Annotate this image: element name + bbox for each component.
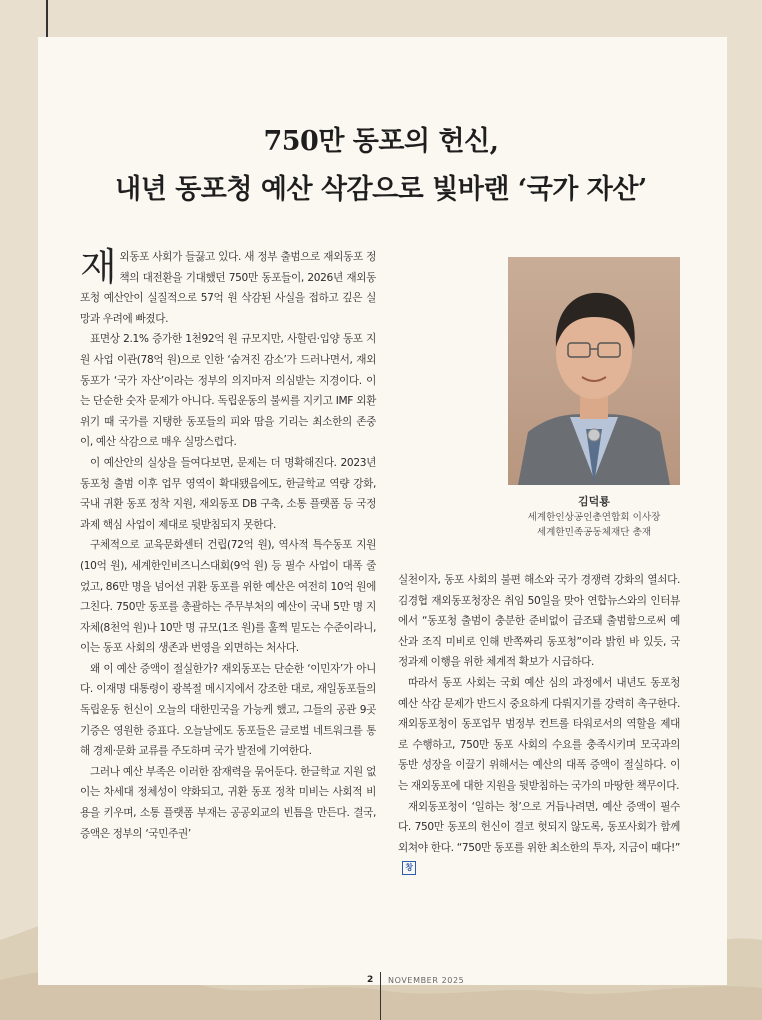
paragraph-text: 외동포 사회가 들끓고 있다. 새 정부 출범으로 재외동포 정책의 대전환을 기대했던 750만 동포들이, 2026년 재외동포청 예산안이 실질적으로 57억 원 삭감된 사실을 접하고 깊은 실망과 우려에 빠졌다.	[80, 251, 376, 325]
paragraph	[80, 247, 376, 329]
left-column	[80, 247, 376, 844]
paragraph: 그러나 예산 부족은 이러한 잠재력을 묶어둔다. 한글학교 지원 없이는 차세대 정체성이 약화되고, 귀환 동포 정착 미비는 사회적 비용을 키우며, 소통 플랫폼 부재는 공공외교의 빈틈을 만든다. 결국, 증액은 정부의 ‘국민주권’	[80, 765, 376, 840]
photo-caption	[490, 494, 698, 540]
paragraph: 이 예산안의 실상을 들여다보면, 문제는 더 명확해진다. 2023년 동포청 출범 이후 업무 영역이 확대됐음에도, 한글학교 역량 강화, 국내 귀환 동포 정착 지원, 재외동포 DB 구축, 소통 플랫폼 등 국정과제 핵심 사업이 제대로 뒷받침되지 못한다.	[80, 456, 376, 531]
header-rule	[46, 0, 48, 42]
author-title-1: 세계한인상공인총연합회 이사장	[527, 512, 661, 523]
paragraph: 실천이자, 동포 사회의 불편 해소와 국가 경쟁력 강화의 열쇠다. 김경협 재외동포청장은 취임 50일을 맞아 연합뉴스와의 인터뷰에서 “동포청 출범이 충분한 준비없이 급조돼 출범함으로써 예산과 조직 미비로 인해 반쪽짜리 동포청”이라 밝힌 바 있듯, 국정과제 이행을 위한 체계적 확보가 시급하다.	[398, 574, 680, 669]
right-column	[398, 570, 680, 879]
paragraph: 구체적으로 교육문화센터 건립(72억 원), 역사적 특수동포 지원(10억 원), 세계한인비즈니스대회(9억 원) 등 필수 사업이 대폭 줄었고, 86만 명을 넘어선 귀환 동포를 위한 예산은 여전히 10억 원에 그친다. 750만 동포를 총괄하는 주무부처의 예산이 국내 5만 명 지자체(8천억 원)나 10만 명 규모(1조 원)를 훌쩍 밑도는 수준이라니, 이는 동포 사회의 생존과 번영을 외면하는 처사다.	[80, 539, 376, 655]
title-line-1: 750만 동포의 헌신,	[263, 126, 499, 157]
author-name: 김덕룡	[578, 495, 610, 508]
page-number: 2	[367, 975, 374, 985]
author-photo	[508, 257, 680, 485]
paragraph-text: 재외동포청이 ‘일하는 청’으로 거듭나려면, 예산 증액이 필수다. 750만 동포의 헌신이 결코 헛되지 않도록, 동포사회가 함께 외쳐야 한다. “750만 동포를 위한 최소한의 투자, 지금이 때다!”	[398, 800, 680, 854]
end-mark-icon: 창	[402, 861, 416, 875]
issue-date: NOVEMBER 2025	[388, 976, 465, 985]
footer-rule	[380, 972, 381, 1020]
drop-cap: 재	[80, 245, 117, 289]
paragraph: 왜 이 예산 증액이 절실한가? 재외동포는 단순한 ‘이민자’가 아니다. 이재명 대통령이 광복절 메시지에서 강조한 대로, 재일동포들의 독립운동 헌신이 오늘의 대한민국을 가능케 했고, 그들의 공관 9곳 기증은 영원한 증표다. 오늘날에도 동포들은 글로벌 네트워크를 통해 경제·문화 교류를 주도하며 국가 발전에 기여한다.	[80, 662, 376, 758]
paragraph: 표면상 2.1% 증가한 1천92억 원 규모지만, 사할린·입양 동포 지원 사업 이관(78억 원)으로 인한 ‘숨겨진 감소’가 드러나면서, 재외동포가 ‘국가 자산’이라는 정부의 의지마저 의심받는 지경이다. 이는 단순한 숫자 문제가 아니다. 독립운동의 불씨를 지키고 IMF 외환위기 때 국가를 지탱한 동포들의 피와 땀을 기리는 최소한의 존중이, 예산 삭감으로 매우 실망스럽다.	[80, 333, 376, 449]
author-title-2: 세계한민족공동체재단 총재	[536, 527, 652, 538]
paragraph: 따라서 동포 사회는 국회 예산 심의 과정에서 내년도 동포청 예산 삭감 문제가 반드시 중요하게 다뤄지기를 강력히 촉구한다. 재외동포청이 동포업무 범정부 컨트롤 타워로서의 역할을 제대로 수행하고, 750만 동포 사회의 수요를 충족시키며 모국과의 동반 성장을 이끌기 위해서는 예산의 대폭 증액이 절실하다. 이는 재외동포에 대한 지원을 뒷받침하는 국가의 마땅한 책무이다.	[398, 676, 680, 792]
title-line-2: 내년 동포청 예산 삭감으로 빛바랜 ‘국가 자산’	[115, 174, 647, 205]
portrait-illustration	[508, 257, 680, 485]
article-title	[0, 118, 762, 214]
paragraph	[398, 797, 680, 879]
